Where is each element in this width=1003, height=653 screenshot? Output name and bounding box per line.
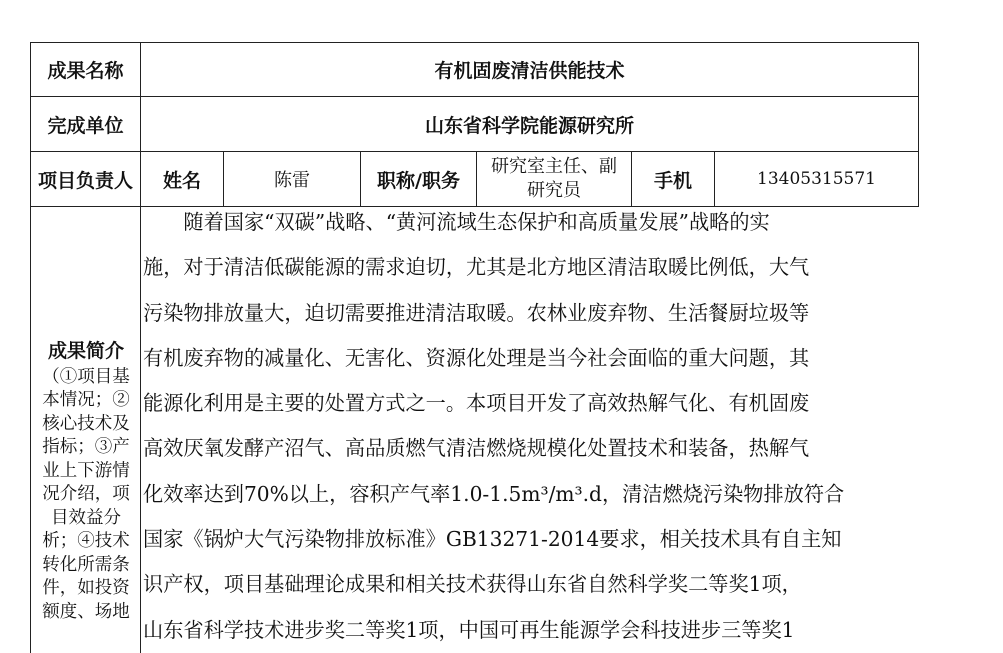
title-value-line-2: 研究员	[527, 180, 581, 201]
person-name-value: 陈雷	[274, 170, 310, 191]
table-right-border	[918, 42, 919, 207]
intro-note-line: 析；④技术	[42, 531, 130, 551]
intro-note-line: 核心技术及	[42, 413, 130, 434]
intro-note-line: 指标；③产	[42, 437, 130, 457]
intro-body-line: 施，对于清洁低碳能源的需求迫切，尤其是北方地区清洁取暖比例低，大气	[143, 255, 810, 280]
intro-body-line: 高效厌氧发酵产沼气、高品质燃气清洁燃烧规模化处置技术和装备，热解气	[143, 436, 810, 461]
intro-note-line: 转化所需条	[42, 554, 130, 575]
intro-body-line: 国家《锅炉大气污染物排放标准》GB13271-2014要求，相关技术具有自主知	[143, 527, 842, 552]
unit-label: 完成单位	[47, 114, 124, 137]
achievement-name-label: 成果名称	[47, 60, 124, 82]
intro-note-line: （①项目基	[42, 366, 130, 387]
intro-body	[143, 200, 918, 653]
intro-body-line: 有机废弃物的减量化、无害化、资源化处理是当今社会面临的重大问题，其	[143, 345, 810, 370]
title-label: 职称/职务	[377, 169, 460, 192]
intro-note-line: 件，如投资	[42, 578, 130, 598]
intro-note-line: 业上下游情	[42, 460, 130, 481]
person-name-label: 姓名	[162, 169, 201, 192]
title-value-line-1: 研究室主任、副	[491, 156, 617, 177]
intro-note-line: 目效益分	[51, 507, 121, 528]
phone-label: 手机	[653, 169, 692, 192]
intro-note-line: 况介绍，项	[42, 484, 130, 504]
project-leader-label: 项目负责人	[37, 169, 133, 192]
intro-body-line: 山东省科学技术进步奖二等奖1项，中国可再生能源学会科技进步三等奖1	[143, 617, 795, 642]
unit-value: 山东省科学院能源研究所	[424, 114, 634, 137]
intro-note-line: 本情况；②	[42, 390, 130, 410]
intro-title: 成果简介	[47, 340, 124, 362]
title-value	[477, 152, 631, 206]
intro-body-line: 识产权，项目基础理论成果和相关技术获得山东省自然科学奖二等奖1项，	[143, 572, 802, 597]
achievement-name-value: 有机固废清洁供能技术	[434, 60, 625, 82]
intro-body-line: 随着国家“双碳”战略、“黄河流域生态保护和高质量发展”战略的实	[143, 210, 770, 234]
intro-label-block	[33, 340, 139, 624]
phone-value: 13405315571	[757, 169, 876, 189]
intro-note-line: 额度、场地	[42, 601, 130, 622]
intro-body-line: 化效率达到70%以上，容积产气率1.0-1.5m³/m³.d，清洁燃烧污染物排放符合	[143, 481, 845, 506]
intro-body-line: 能源化利用是主要的处置方式之一。本项目开发了高效热解气化、有机固废	[143, 391, 810, 416]
intro-body-line: 污染物排放量大，迫切需要推进清洁取暖。农林业废弃物、生活餐厨垃圾等	[143, 300, 810, 325]
